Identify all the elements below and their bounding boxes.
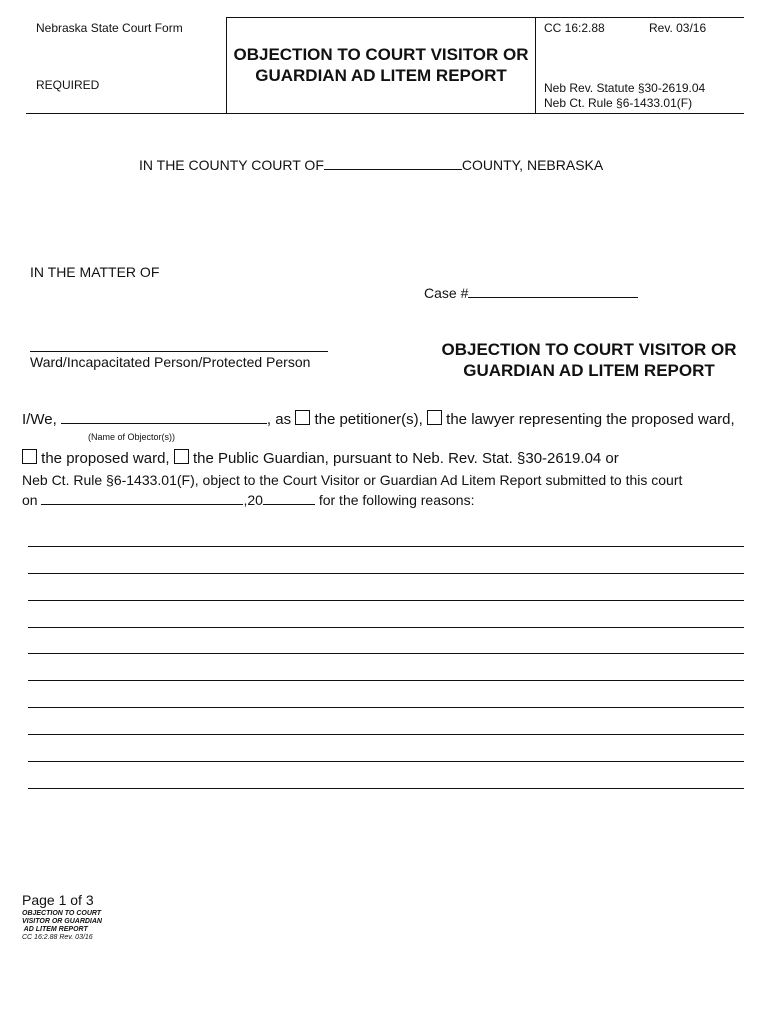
footer-small-line3: AD LITEM REPORT: [22, 926, 88, 933]
header-bottom-rule: [26, 113, 744, 114]
ward-label: Ward/Incapacitated Person/Protected Person: [30, 354, 311, 370]
lawyer-checkbox[interactable]: [427, 410, 442, 425]
header-top-rule: [226, 17, 744, 18]
footer-small-line1: OBJECTION TO COURT: [22, 910, 102, 917]
case-number-field[interactable]: [468, 283, 638, 298]
statute-reference: Neb Rev. Statute §30-2619.04: [544, 81, 706, 95]
court-line: [139, 155, 603, 173]
document-title-line1: OBJECTION TO COURT VISITOR OR: [441, 340, 737, 359]
objector-line: [22, 409, 735, 428]
reasons-label: for the following reasons:: [318, 492, 475, 508]
date-line: [22, 490, 474, 508]
required-label: REQUIRED: [36, 78, 100, 92]
footer-form-title: [22, 910, 102, 942]
rule-line: Neb Ct. Rule §6-1433.01(F), object to the Court Visitor or Guardian Ad Litem Report submitted to this court: [22, 472, 683, 488]
court-prefix: IN THE COUNTY COURT OF: [139, 157, 324, 173]
footer-small-line4: CC 16:2.88 Rev. 03/16: [22, 934, 93, 941]
objector-caption: (Name of Objector(s)): [88, 432, 176, 442]
iwe-label: I/We,: [22, 411, 57, 428]
header-title: [226, 44, 536, 86]
date-field[interactable]: [41, 490, 243, 505]
revision: Rev. 03/16: [649, 21, 707, 35]
matter-label: IN THE MATTER OF: [30, 264, 160, 280]
page-number: Page 1 of 3: [22, 892, 94, 908]
public-guardian-label: the Public Guardian, pursuant to Neb. Rev. Stat. §30-2619.04 or: [192, 450, 619, 467]
reason-line[interactable]: [28, 627, 744, 628]
document-title-line2: GUARDIAN AD LITEM REPORT: [463, 361, 715, 380]
public-guardian-checkbox[interactable]: [174, 449, 189, 464]
reason-line[interactable]: [28, 573, 744, 574]
reason-line[interactable]: [28, 734, 744, 735]
reason-line[interactable]: [28, 600, 744, 601]
form-number: CC 16:2.88: [544, 21, 605, 35]
proposed-ward-label: the proposed ward,: [41, 450, 170, 467]
ward-name-field[interactable]: [30, 351, 328, 352]
petitioner-label: the petitioner(s),: [314, 411, 423, 428]
reason-line[interactable]: [28, 546, 744, 547]
reason-line[interactable]: [28, 707, 744, 708]
lawyer-label: the lawyer representing the proposed ward,: [446, 411, 735, 428]
year-field[interactable]: [263, 490, 315, 505]
as-label: , as: [266, 411, 292, 428]
case-label: Case #: [424, 285, 469, 301]
county-field[interactable]: [324, 155, 462, 170]
role-line: [22, 449, 619, 467]
on-label: on: [22, 492, 38, 508]
objector-name-field[interactable]: [61, 409, 267, 424]
document-title: [424, 339, 754, 381]
case-line: [424, 283, 638, 301]
rule-reference: Neb Ct. Rule §6-1433.01(F): [544, 96, 693, 110]
form-org-label: Nebraska State Court Form: [36, 21, 183, 35]
petitioner-checkbox[interactable]: [295, 410, 310, 425]
reason-line[interactable]: [28, 680, 744, 681]
year-prefix: ,20: [243, 492, 263, 508]
proposed-ward-checkbox[interactable]: [22, 449, 37, 464]
reason-line[interactable]: [28, 788, 744, 789]
header-title-line2: GUARDIAN AD LITEM REPORT: [255, 66, 507, 85]
footer-small-line2: VISITOR OR GUARDIAN: [22, 918, 102, 925]
header-title-line1: OBJECTION TO COURT VISITOR OR: [233, 45, 529, 64]
reason-line[interactable]: [28, 653, 744, 654]
reason-line[interactable]: [28, 761, 744, 762]
court-suffix: COUNTY, NEBRASKA: [461, 157, 604, 173]
